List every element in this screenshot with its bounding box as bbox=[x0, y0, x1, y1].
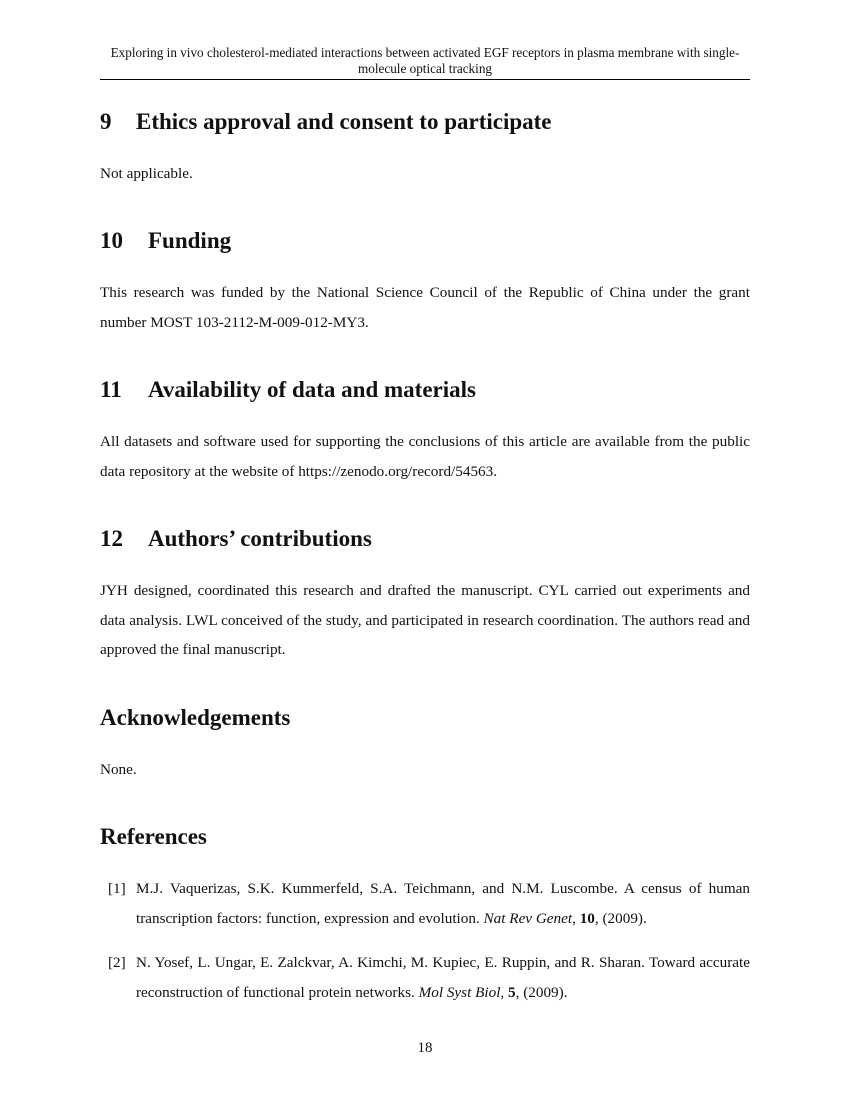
reference-separator: , bbox=[500, 983, 509, 1001]
running-header: Exploring in vivo cholesterol-mediated interactions between activated EGF receptors in plasma membrane with single-molecule optical tracking bbox=[100, 45, 750, 80]
reference-volume: 10 bbox=[579, 909, 595, 927]
reference-text: M.J. Vaquerizas, S.K. Kummerfeld, S.A. Teichmann, and N.M. Luscombe. A census of human transcription factors: function, expression and evolution. bbox=[136, 880, 750, 927]
section-body: Not applicable. bbox=[100, 165, 193, 182]
reference-volume: 5 bbox=[508, 983, 516, 1001]
section-heading bbox=[100, 525, 750, 553]
section-body: JYH designed, coordinated this research and drafted the manuscript. CYL carried out experiments and data analysis. LWL conceived of the study, and participated in research coordination. The authors read and approved the final manuscript. bbox=[100, 582, 750, 658]
reference-list bbox=[100, 874, 750, 1007]
section-availability bbox=[100, 376, 750, 486]
reference-journal: Mol Syst Biol bbox=[418, 983, 501, 1001]
section-heading bbox=[100, 227, 750, 255]
section-number: 12 bbox=[100, 526, 123, 551]
reference-year: , (2009). bbox=[515, 983, 568, 1001]
section-title: Availability of data and materials bbox=[148, 377, 476, 402]
section-body: All datasets and software used for supporting the conclusions of this article are available from the public data repository at the website of https://zenodo.org/record/54563. bbox=[100, 433, 750, 480]
section-heading: References bbox=[100, 824, 207, 849]
section-title: Authors’ contributions bbox=[148, 526, 372, 551]
reference-year: , (2009). bbox=[594, 909, 647, 927]
reference-item bbox=[100, 874, 750, 933]
section-number: 9 bbox=[100, 109, 112, 134]
reference-label: [2] bbox=[108, 954, 126, 971]
section-references bbox=[100, 823, 750, 851]
section-ethics bbox=[100, 108, 750, 189]
section-heading: Acknowledgements bbox=[100, 705, 291, 730]
reference-journal: Nat Rev Genet bbox=[483, 909, 573, 927]
section-title: Ethics approval and consent to participate bbox=[136, 109, 552, 134]
section-heading bbox=[100, 108, 750, 136]
section-heading bbox=[100, 376, 750, 404]
section-funding bbox=[100, 227, 750, 337]
section-title: Funding bbox=[148, 228, 232, 253]
reference-item bbox=[100, 948, 750, 1007]
reference-label: [1] bbox=[108, 880, 126, 897]
reference-text: N. Yosef, L. Ungar, E. Zalckvar, A. Kimchi, M. Kupiec, E. Ruppin, and R. Sharan. Toward accurate reconstruction of functional protein networks. bbox=[136, 954, 750, 1001]
section-body: This research was funded by the National Science Council of the Republic of China under the grant number MOST 103-2112-M-009-012-MY3. bbox=[100, 284, 750, 331]
page-number: 18 bbox=[417, 1040, 433, 1056]
section-number: 10 bbox=[100, 228, 123, 253]
section-number: 11 bbox=[100, 377, 122, 402]
section-acknowledgements bbox=[100, 704, 750, 785]
section-body: None. bbox=[100, 761, 137, 778]
section-contributions bbox=[100, 525, 750, 665]
reference-separator: , bbox=[572, 909, 580, 927]
